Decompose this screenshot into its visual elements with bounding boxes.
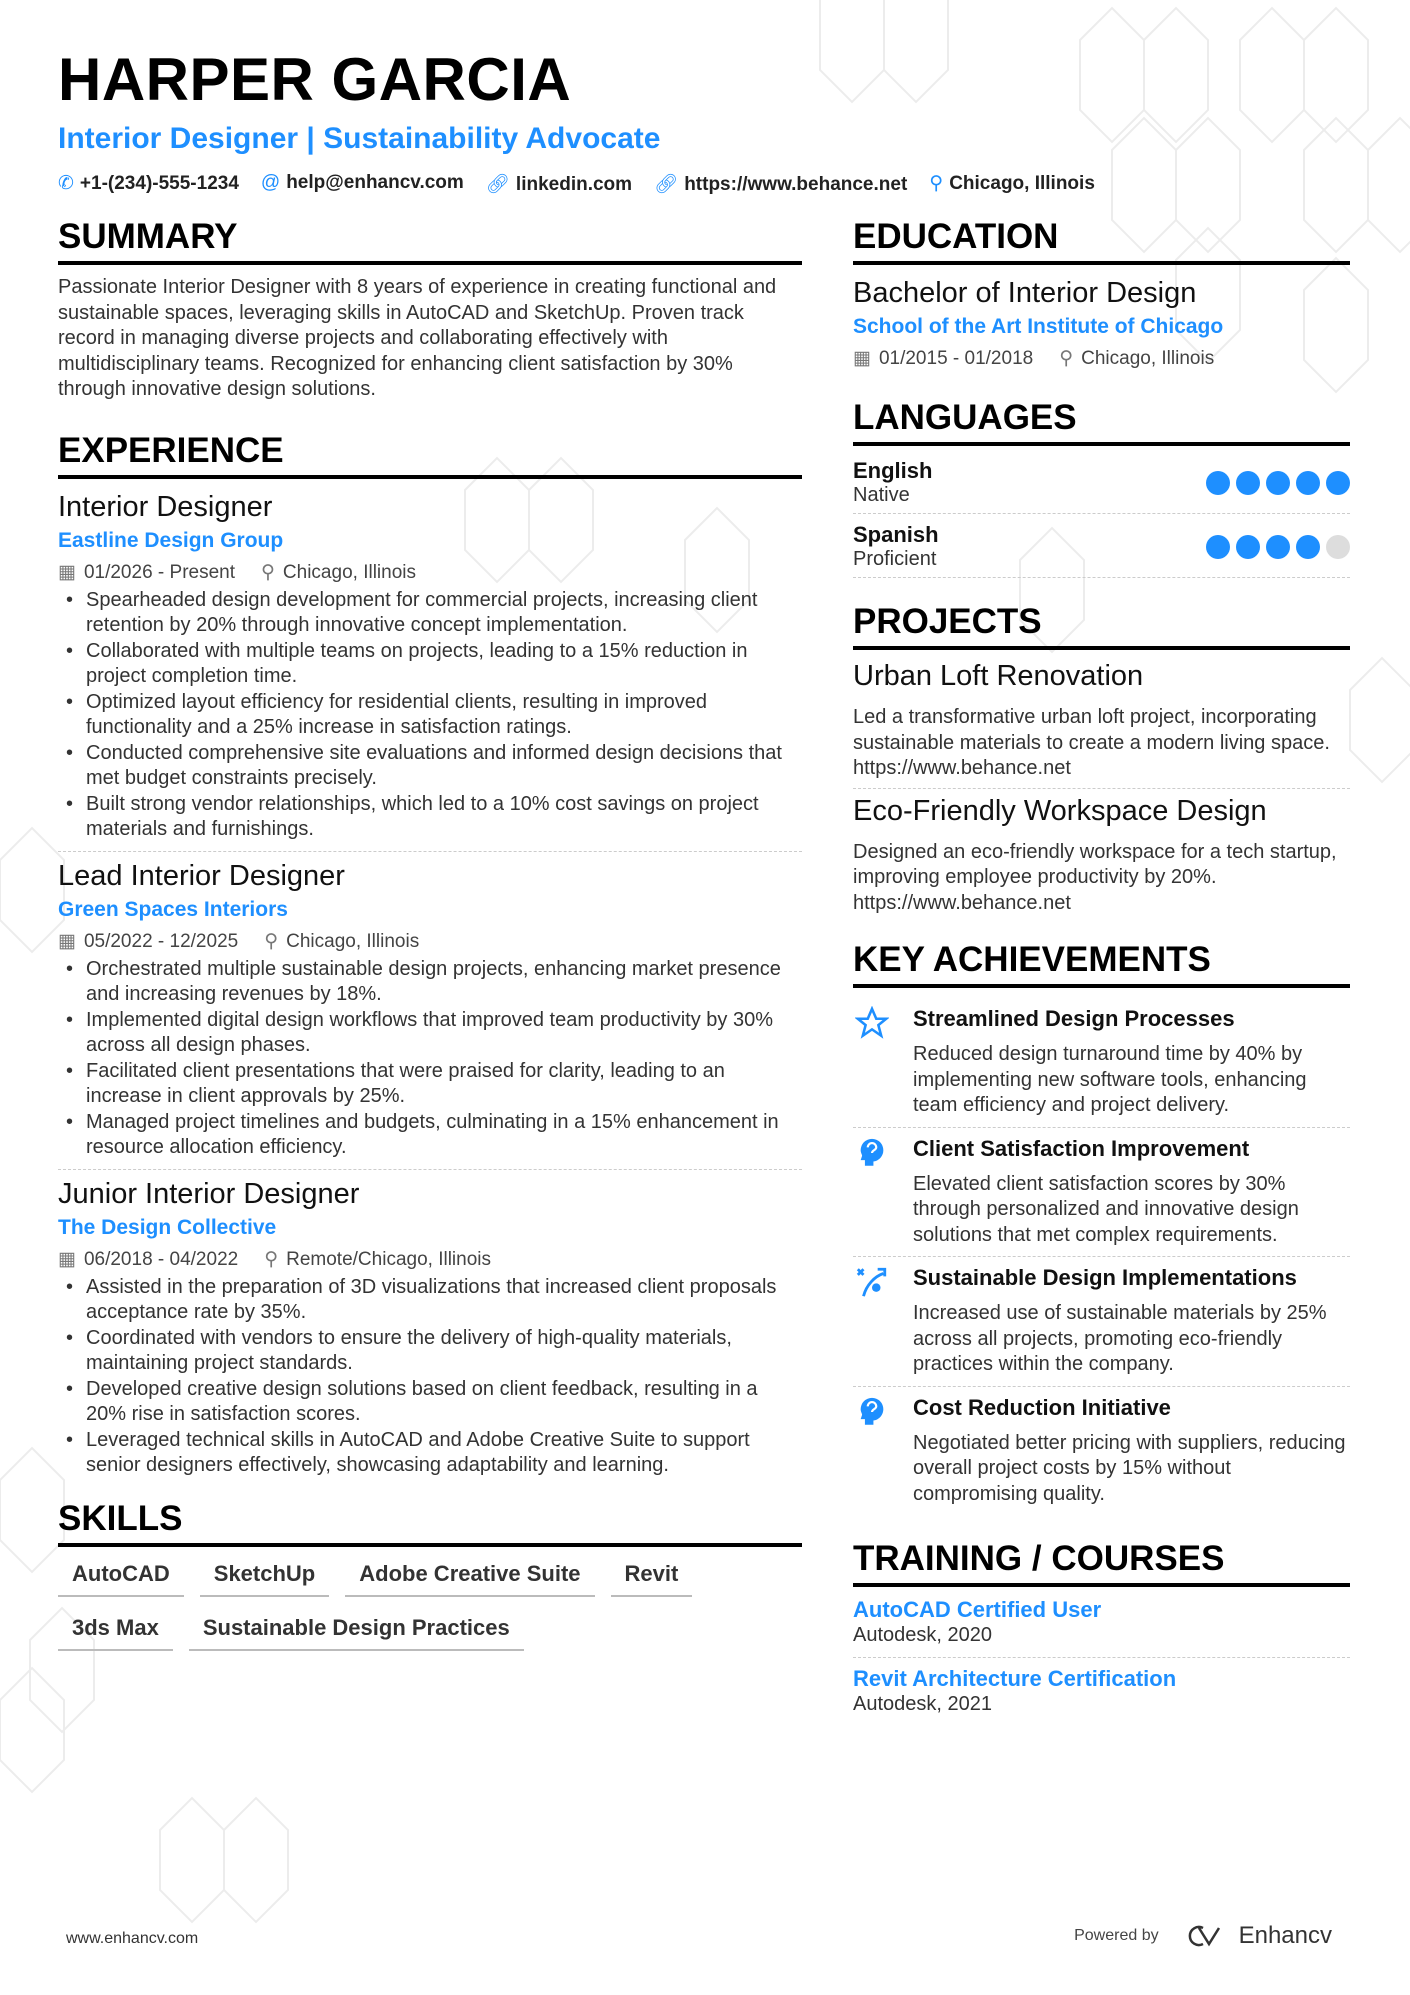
contact-email[interactable]: @ help@enhancv.com [260,172,464,193]
location-icon: ⚲ [264,930,279,952]
experience-section [58,429,802,1479]
project-item [853,795,1350,917]
achievement-item [853,1257,1350,1387]
rating-dot [1206,471,1230,495]
enhancv-logo[interactable]: Enhancv [1185,1922,1332,1950]
language-rating [1206,535,1350,559]
contact-phone[interactable]: ✆ +1-(234)-555-1234 [58,173,239,194]
project-description: Designed an eco-friendly workspace for a tech startup, improving employee productivity by 20%. https://www.behance.net [853,840,1337,914]
dates-text: 06/2018 - 04/2022 [83,1248,239,1270]
skill-tag: Sustainable Design Practices [189,1615,524,1651]
calendar-icon: ▦ [58,930,76,952]
section-heading: TRAINING / COURSES [853,1537,1350,1587]
dates [58,930,238,953]
bullet-item: • Leveraged technical skills in AutoCAD and Adobe Creative Suite to support senior designers effectively, showcasing adaptability and learning. [58,1428,802,1479]
footer-website[interactable]: www.enhancv.com [66,1930,199,1947]
dates-text: 01/2026 - Present [83,561,235,583]
languages-section [853,396,1350,578]
location-text: Remote/Chicago, Illinois [286,1248,491,1270]
skill-tag: 3ds Max [58,1615,173,1651]
location-icon: ⚲ [929,173,944,194]
skill-tag: Adobe Creative Suite [345,1561,594,1597]
training-section [853,1537,1350,1717]
skill-tag: AutoCAD [58,1561,184,1597]
skill-tag: Revit [611,1561,693,1597]
language-rating [1206,471,1350,495]
candidate-title: Interior Designer | Sustainability Advocate [58,122,661,155]
rating-dot [1236,535,1260,559]
bullet-item: • Spearheaded design development for commercial projects, increasing client retention by 20% through innovative concept implementation. [58,588,802,639]
achievement-title: Cost Reduction Initiative [913,1394,1171,1420]
course-title[interactable]: AutoCAD Certified User [853,1597,1102,1622]
skill-tag: SketchUp [200,1561,329,1597]
course-title[interactable]: Revit Architecture Certification [853,1665,1177,1691]
achievement-content [913,1265,1350,1378]
at-icon: @ [260,172,281,193]
language-name: English [853,458,933,483]
enhancv-logo-icon [1185,1924,1229,1948]
calendar-icon: ▦ [58,1248,76,1270]
course-provider: Autodesk, 2020 [853,1624,992,1646]
rating-dot [1236,471,1260,495]
contact-linkedin[interactable]: 🔗︎ linkedin.com [485,174,633,195]
head-icon [853,1395,891,1508]
rating-dot [1206,535,1230,559]
language-name: Spanish [853,522,939,547]
rating-dot [1296,471,1320,495]
bullet-item: • Assisted in the preparation of 3D visualizations that increased client proposals acceptance rate by 35%. [58,1275,802,1326]
section-heading: KEY ACHIEVEMENTS [853,938,1350,988]
achievement-title: Sustainable Design Implementations [913,1265,1297,1290]
experience-item [58,858,802,1170]
summary-section [58,215,802,403]
achievement-description: Negotiated better pricing with suppliers, reducing overall project costs by 15% without compromising quality. [913,1431,1346,1505]
achievement-item [853,998,1350,1128]
rating-dot [1296,535,1320,559]
job-title: Lead Interior Designer [58,859,345,892]
skills-section [58,1497,802,1651]
link-icon: 🔗︎ [485,174,510,195]
bullet-item: • Built strong vendor relationships, which led to a 10% cost savings on project materials and furnishings. [58,792,802,843]
bullet-list [58,588,802,843]
left-column [58,215,802,1651]
calendar-icon: ▦ [853,348,871,369]
achievement-title: Client Satisfaction Improvement [913,1135,1250,1161]
section-heading: PROJECTS [853,600,1350,650]
language-item [853,456,1350,514]
job-title: Interior Designer [58,490,273,523]
candidate-name: HARPER GARCIA [58,46,572,113]
bullet-item: • Implemented digital design workflows that improved team productivity by 30% across all design phases. [58,1008,802,1059]
achievement-item [853,1128,1350,1258]
location [261,561,416,584]
bullet-item: • Coordinated with vendors to ensure the delivery of high-quality materials, maintaining project standards. [58,1326,802,1377]
section-heading: SUMMARY [58,215,802,265]
course-provider: Autodesk, 2021 [853,1692,992,1715]
achievement-description: Elevated client satisfaction scores by 30% through personalized and innovative design solutions that met complex requirements. [913,1172,1299,1246]
dates [58,561,235,584]
achievement-description: Reduced design turnaround time by 40% by implementing new software tools, enhancing team efficiency and project delivery. [913,1043,1307,1116]
head-icon [853,1136,891,1249]
footer-powered: Powered by Enhancv [1074,1922,1332,1949]
location-icon: ⚲ [261,561,275,583]
location [264,1248,491,1271]
bullet-item: • Developed creative design solutions based on client feedback, resulting in a 20% rise in satisfaction scores. [58,1377,802,1428]
bullet-item: • Collaborated with multiple teams on projects, leading to a 15% reduction in project completion time. [58,639,802,690]
experience-item [58,489,802,852]
achievement-content [913,1136,1350,1249]
bullet-item: • Facilitated client presentations that were praised for clarity, leading to an increase in client approvals by 25%. [58,1059,802,1110]
achievement-content [913,1006,1350,1119]
location [264,930,419,953]
contact-location: ⚲ Chicago, Illinois [929,173,1095,194]
achievement-title: Streamlined Design Processes [913,1006,1235,1031]
job-meta [58,1248,802,1271]
training-item [853,1597,1350,1658]
star-icon [853,1006,891,1119]
language-level: Native [853,484,910,506]
training-item [853,1666,1350,1718]
language-text [853,458,932,507]
bullet-item: • Conducted comprehensive site evaluations and informed design decisions that met budget constraints precisely. [58,741,802,792]
contact-list [58,172,1095,196]
projects-section [853,600,1350,916]
strategy-icon [853,1265,891,1378]
degree: Bachelor of Interior Design [853,277,1197,309]
location-icon: ⚲ [264,1248,279,1270]
section-heading: EXPERIENCE [58,429,802,479]
experience-item [58,1176,802,1479]
rating-dot [1326,535,1350,559]
right-column [853,215,1350,1717]
company-name[interactable]: The Design Collective [58,1215,277,1239]
language-level: Proficient [853,548,937,570]
dates-text: 05/2022 - 12/2025 [83,930,239,952]
school: School of the Art Institute of Chicago [853,315,1224,338]
bullet-item: • Orchestrated multiple sustainable design projects, enhancing market presence and increasing revenues by 18%. [58,957,802,1008]
education-section [853,215,1350,370]
location-icon: ⚲ [1059,348,1074,369]
education-meta: ▦ 01/2015 - 01/2018 ⚲ Chicago, Illinois [853,348,1215,369]
company-name[interactable]: Eastline Design Group [58,528,284,552]
rating-dot [1266,535,1290,559]
section-heading: SKILLS [58,1497,802,1547]
company-name[interactable]: Green Spaces Interiors [58,897,288,921]
project-description: Led a transformative urban loft project, incorporating sustainable materials to create a modern living space. https://www.behance.net [853,706,1330,779]
summary-text: Passionate Interior Designer with 8 years of experience in creating functional and sustainable spaces, leveraging skills in AutoCAD and SketchUp. Proven track record in managing diverse projects and collaborating effectively with multidisciplinary teams. Recognized for enhancing client satisfaction by 30% through innovative design solutions. [58,276,777,400]
bullet-item: • Optimized layout efficiency for residential clients, resulting in improved functionality and a 25% increase in satisfaction ratings. [58,690,802,741]
bullet-list [58,1275,802,1479]
achievement-description: Increased use of sustainable materials by 25% across all projects, promoting eco-friendly practices within the company. [913,1302,1327,1375]
project-item [853,660,1350,789]
bullet-list [58,957,802,1161]
location-text: Chicago, Illinois [286,930,420,952]
link-icon: 🔗︎ [654,174,679,195]
achievement-content [913,1395,1350,1508]
rating-dot [1326,471,1350,495]
calendar-icon: ▦ [58,561,76,583]
rating-dot [1266,471,1290,495]
achievements-section [853,938,1350,1515]
language-text [853,522,939,571]
job-meta [58,930,802,953]
section-heading: EDUCATION [853,215,1350,265]
location-text: Chicago, Illinois [282,561,416,583]
contact-behance[interactable]: 🔗︎ https://www.behance.net [654,174,908,195]
project-title: Eco-Friendly Workspace Design [853,794,1267,827]
bullet-item: • Managed project timelines and budgets, culminating in a 15% enhancement in resource allocation efficiency. [58,1110,802,1161]
dates [58,1248,238,1271]
phone-icon: ✆ [58,173,74,194]
job-title: Junior Interior Designer [58,1177,360,1210]
language-item [853,520,1350,578]
resume-header [58,42,1095,196]
achievement-item [853,1387,1350,1516]
project-title: Urban Loft Renovation [853,660,1144,692]
section-heading: LANGUAGES [853,396,1350,446]
job-meta [58,561,802,584]
